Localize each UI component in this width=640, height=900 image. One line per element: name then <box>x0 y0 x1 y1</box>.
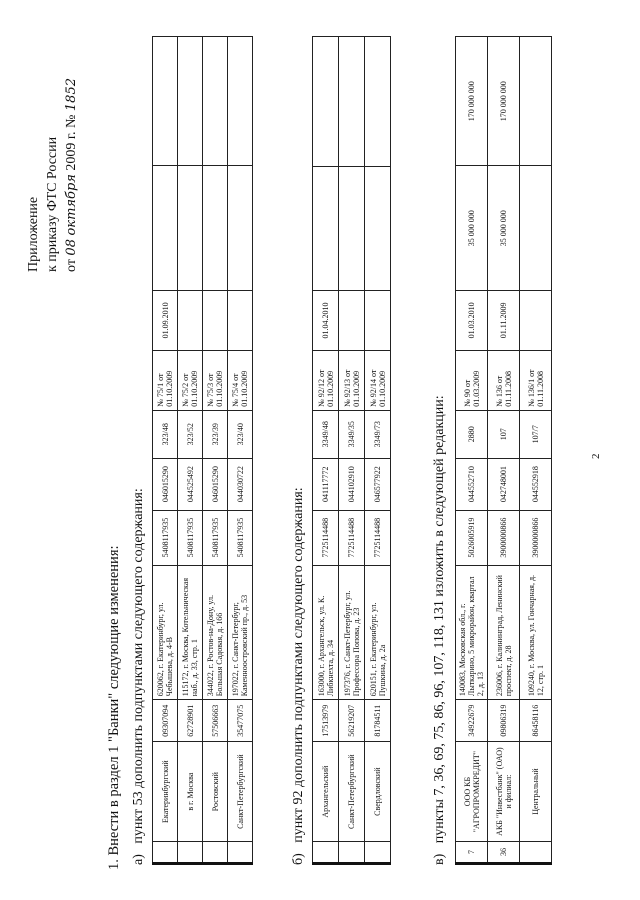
cell-license-number: 323/52 <box>178 410 203 458</box>
cell-certificate: № 75/3 от 01.10.2009 <box>203 350 228 410</box>
cell-bik: 044552710 <box>456 458 488 510</box>
cell-amount-2 <box>228 37 253 167</box>
order-number: 1852 <box>64 78 79 112</box>
cell-amount-1 <box>153 166 178 290</box>
date-prefix: от <box>64 259 79 272</box>
cell-amount-2 <box>365 37 391 167</box>
table-row <box>339 37 365 864</box>
cell-address: 620151, г. Екатеринбург, ул. Пушкина, д. 2а <box>365 565 391 700</box>
cell-valid-until: 01.09.2010 <box>153 290 178 350</box>
table-row <box>488 37 520 864</box>
cell-inn: 5408117935 <box>153 510 178 565</box>
section-a-title: пункт 53 дополнить подпунктами следующего содержания: <box>131 488 146 844</box>
cell-row-number <box>153 842 178 864</box>
cell-address: 109240, г. Москва, ул. Гончарная, д. 12, стр. 1 <box>520 565 552 700</box>
cell-row-number <box>228 842 253 864</box>
cell-inn: 3900000866 <box>520 510 552 565</box>
cell-bank-name: в г. Москва <box>178 742 203 842</box>
cell-inn: 7725114488 <box>313 510 339 565</box>
cell-certificate: № 136 от 01.11.2008 <box>488 350 520 410</box>
cell-valid-until: 01.03.2010 <box>456 290 488 350</box>
table-row <box>178 37 203 864</box>
cell-address: 140083, Московская обл., г. Лыткарино, 5 микрорайон, квартал 2, д. 13 <box>456 565 488 700</box>
cell-valid-until <box>339 290 365 350</box>
cell-valid-until <box>365 290 391 350</box>
appendix-order-ref: к приказу ФТС России <box>45 136 60 272</box>
table-row <box>153 37 178 864</box>
cell-bik: 044525492 <box>178 458 203 510</box>
cell-amount-1: 35 000 000 <box>456 166 488 290</box>
cell-inn: 5408117935 <box>228 510 253 565</box>
cell-amount-1 <box>313 166 339 290</box>
table-row <box>203 37 228 864</box>
cell-license-number: 323/40 <box>228 410 253 458</box>
cell-bik: 046015290 <box>153 458 178 510</box>
cell-okpo-code: 81784511 <box>365 700 391 742</box>
cell-certificate: № 75/4 от 01.10.2009 <box>228 350 253 410</box>
cell-valid-until: 01.04.2010 <box>313 290 339 350</box>
cell-license-number: 107/7 <box>520 410 552 458</box>
cell-okpo-code: 35477075 <box>228 700 253 742</box>
section-c-table <box>455 36 552 865</box>
cell-bank-name: Санкт-Петербургский <box>339 742 365 842</box>
cell-bank-name: Екатеринбургский <box>153 742 178 842</box>
cell-inn: 5408117935 <box>178 510 203 565</box>
section-b-title: пункт 92 дополнить подпунктами следующего содержания: <box>291 487 306 843</box>
cell-amount-1 <box>339 166 365 290</box>
cell-valid-until: 01.11.2009 <box>488 290 520 350</box>
cell-amount-2 <box>339 37 365 167</box>
cell-amount-2 <box>178 37 203 167</box>
cell-address: 163000, г. Архангельск, ул. К. Либкнехта, д. 34 <box>313 565 339 700</box>
table-row <box>520 37 552 864</box>
cell-bank-name: Архангельский <box>313 742 339 842</box>
cell-address: 197022, г. Санкт-Петербург, Каменноостровский пр., д. 53 <box>228 565 253 700</box>
cell-row-number <box>203 842 228 864</box>
section-c-label: в) <box>432 853 447 865</box>
cell-valid-until <box>228 290 253 350</box>
cell-okpo-code: 56219207 <box>339 700 365 742</box>
section-a-heading <box>131 488 147 865</box>
cell-bik: 041117772 <box>313 458 339 510</box>
table-row <box>456 37 488 864</box>
cell-amount-1 <box>228 166 253 290</box>
page-number: 2 <box>590 453 602 459</box>
date-day: 08 <box>64 239 79 256</box>
section-b-heading <box>291 487 307 865</box>
cell-address: 620062, г. Екатеринбург, ул. Чебышева, д. 4-В <box>153 565 178 700</box>
cell-row-number <box>313 842 339 864</box>
cell-row-number <box>365 842 391 864</box>
cell-bik: 046577922 <box>365 458 391 510</box>
cell-bik: 044552918 <box>520 458 552 510</box>
cell-amount-2: 170 000 000 <box>456 37 488 166</box>
section-a-table <box>152 36 253 865</box>
appendix-title: Приложение <box>26 196 41 272</box>
cell-okpo-code: 86458116 <box>520 700 552 742</box>
cell-certificate: № 75/1 от 01.10.2009 <box>153 350 178 410</box>
appendix-block <box>24 72 81 272</box>
cell-valid-until <box>178 290 203 350</box>
cell-amount-1 <box>365 166 391 290</box>
cell-address: 344022, г. Ростов-на-Дону, ул. Большая Садовая, д. 166 <box>203 565 228 700</box>
cell-license-number: 323/39 <box>203 410 228 458</box>
cell-row-number: 7 <box>456 842 488 864</box>
section-a-label: а) <box>131 854 146 865</box>
cell-row-number: 36 <box>488 842 520 864</box>
cell-inn: 5408117935 <box>203 510 228 565</box>
cell-okpo-code: 09307094 <box>153 700 178 742</box>
cell-bank-name: ООО КБ "АГРОПРОМКРЕДИТ" <box>456 742 488 842</box>
cell-certificate: № 136/1 от 01.11.2008 <box>520 350 552 410</box>
main-heading: 1. Внести в раздел 1 "Банки" следующие изменения: <box>106 545 122 870</box>
cell-amount-2 <box>203 37 228 167</box>
cell-license-number: 323/48 <box>153 410 178 458</box>
cell-address: 197376, г. Санкт-Петербург, ул. Профессора Попова, д. 23 <box>339 565 365 700</box>
cell-amount-1: 35 000 000 <box>488 166 520 290</box>
cell-amount-2: 170 000 000 <box>488 37 520 166</box>
cell-license-number: 3349/35 <box>339 410 365 458</box>
cell-okpo-code: 09806319 <box>488 700 520 742</box>
cell-bik: 046015290 <box>203 458 228 510</box>
cell-okpo-code: 34922679 <box>456 700 488 742</box>
cell-license-number: 107 <box>488 410 520 458</box>
cell-okpo-code: 62728901 <box>178 700 203 742</box>
appendix-date-line <box>62 72 81 272</box>
section-b-label: б) <box>291 853 306 865</box>
cell-certificate: № 75/2 от 01.10.2009 <box>178 350 203 410</box>
cell-amount-1 <box>520 166 552 290</box>
date-month: октября <box>64 174 79 236</box>
cell-certificate: № 90 от 01.03.2009 <box>456 350 488 410</box>
cell-bik: 044102910 <box>339 458 365 510</box>
cell-certificate: № 92/14 от 01.10.2009 <box>365 350 391 410</box>
cell-amount-2 <box>520 37 552 166</box>
cell-row-number <box>520 842 552 864</box>
cell-amount-2 <box>153 37 178 167</box>
cell-license-number: 2880 <box>456 410 488 458</box>
cell-address: 236006, г. Калининград, Ленинский проспект, д. 28 <box>488 565 520 700</box>
cell-certificate: № 92/12 от 01.10.2009 <box>313 350 339 410</box>
cell-bank-name: Санкт-Петербургский <box>228 742 253 842</box>
cell-license-number: 3349/48 <box>313 410 339 458</box>
cell-inn: 3900000866 <box>488 510 520 565</box>
cell-okpo-code: 17513979 <box>313 700 339 742</box>
section-b-table <box>312 36 391 865</box>
cell-certificate: № 92/13 от 01.10.2009 <box>339 350 365 410</box>
cell-amount-1 <box>178 166 203 290</box>
cell-inn: 7725114488 <box>339 510 365 565</box>
cell-bank-name: Свердловский <box>365 742 391 842</box>
table-row <box>228 37 253 864</box>
cell-valid-until <box>520 290 552 350</box>
cell-row-number <box>178 842 203 864</box>
cell-bank-name: Ростовский <box>203 742 228 842</box>
section-c-title: пункты 7, 36, 69, 75, 86, 96, 107, 118, 131 изложить в следующей редакции: <box>432 395 447 844</box>
section-c-heading <box>432 395 448 865</box>
table-row <box>365 37 391 864</box>
cell-row-number <box>339 842 365 864</box>
cell-amount-1 <box>203 166 228 290</box>
cell-bank-name: Центральный <box>520 742 552 842</box>
cell-okpo-code: 57506663 <box>203 700 228 742</box>
cell-license-number: 3349/73 <box>365 410 391 458</box>
cell-address: 115172, г. Москва, Котельническая наб., д. 33, стр. 1 <box>178 565 203 700</box>
cell-bik: 044030722 <box>228 458 253 510</box>
cell-amount-2 <box>313 37 339 167</box>
cell-inn: 5026005919 <box>456 510 488 565</box>
cell-bank-name: АКБ "Инвестбанк" (ОАО) и филиал: <box>488 742 520 842</box>
cell-bik: 042748001 <box>488 458 520 510</box>
cell-inn: 7725114488 <box>365 510 391 565</box>
date-year: 2009 г. № <box>64 114 79 171</box>
table-row <box>313 37 339 864</box>
cell-valid-until <box>203 290 228 350</box>
